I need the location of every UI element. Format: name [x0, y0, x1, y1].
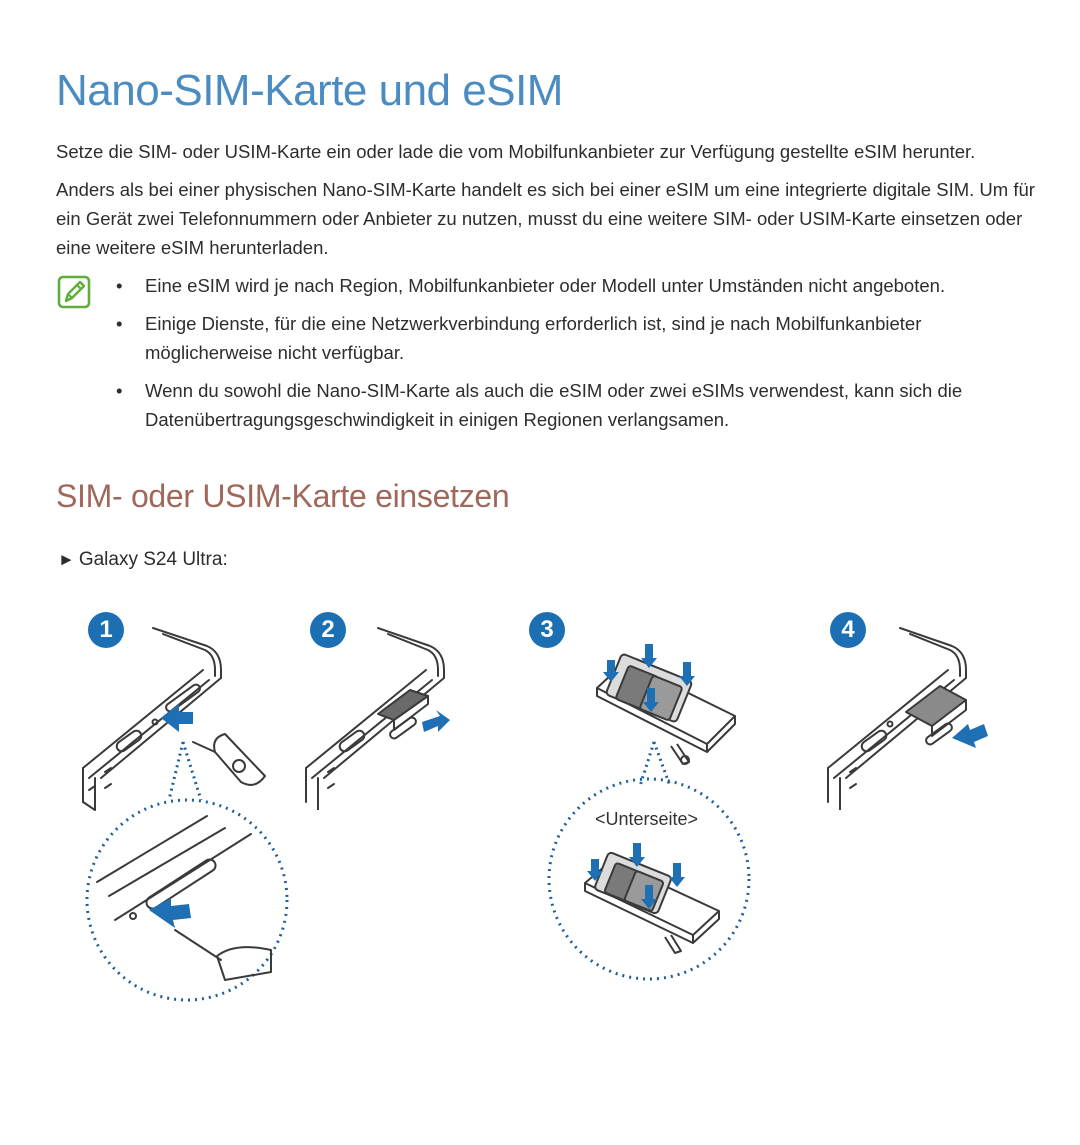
arrow-icon — [422, 710, 450, 732]
callout-label-underside: <Unterseite> — [595, 809, 699, 829]
step-4-badge: 4 — [830, 612, 866, 648]
step-2-illustration — [298, 620, 458, 810]
bullet: • — [116, 380, 123, 401]
intro-paragraph-2: Anders als bei einer physischen Nano-SIM-Karte handelt es sich bei einer eSIM um eine integrierte digitale SIM. Um für ein Gerät zwei Telefonnummern oder Anbieter zu nutzen, musst du eine weitere SIM- oder USIM-Karte einsetzen oder eine weitere eSIM herunterladen. — [56, 179, 1035, 258]
step-2-badge: 2 — [310, 612, 346, 648]
step-1-badge: 1 — [88, 612, 124, 648]
arrow-icon — [952, 724, 988, 748]
model-name: Galaxy S24 Ultra — [78, 549, 223, 570]
model-line — [58, 549, 228, 571]
step-3-callout-circle — [545, 775, 755, 985]
note-list — [112, 271, 1042, 443]
step-1-illustration — [75, 620, 305, 1010]
note-item — [112, 271, 1042, 300]
note-text: Wenn du sowohl die Nano-SIM-Karte als auch die eSIM oder zwei eSIMs verwendest, kann sich die Datenübertragungsgeschwindigkeit in einigen Regionen verlangsamen. — [145, 380, 963, 430]
intro-paragraph-1: Setze die SIM- oder USIM-Karte ein oder lade die vom Mobilfunkanbieter zur Verfügung gestellte eSIM herunter. — [56, 141, 976, 162]
note-text: Eine eSIM wird je nach Region, Mobilfunkanbieter oder Modell unter Umständen nicht angeboten. — [145, 275, 946, 296]
note-text: Einige Dienste, für die eine Netzwerkverbindung erforderlich ist, sind je nach Mobilfunkanbieter möglicherweise nicht verfügbar. — [145, 313, 922, 363]
note-pencil-icon — [57, 275, 91, 309]
arrow-icon — [149, 898, 191, 928]
bullet: • — [116, 313, 123, 334]
bullet: • — [116, 275, 123, 296]
note-item — [112, 309, 1042, 367]
triangle-right-icon: ► — [58, 550, 75, 569]
step-3-badge: 3 — [529, 612, 565, 648]
model-suffix: : — [222, 549, 228, 570]
page-title: Nano-SIM-Karte und eSIM — [56, 66, 563, 115]
section-title: SIM- oder USIM-Karte einsetzen — [56, 478, 510, 514]
note-item — [112, 376, 1042, 434]
step-4-illustration — [820, 620, 1000, 810]
